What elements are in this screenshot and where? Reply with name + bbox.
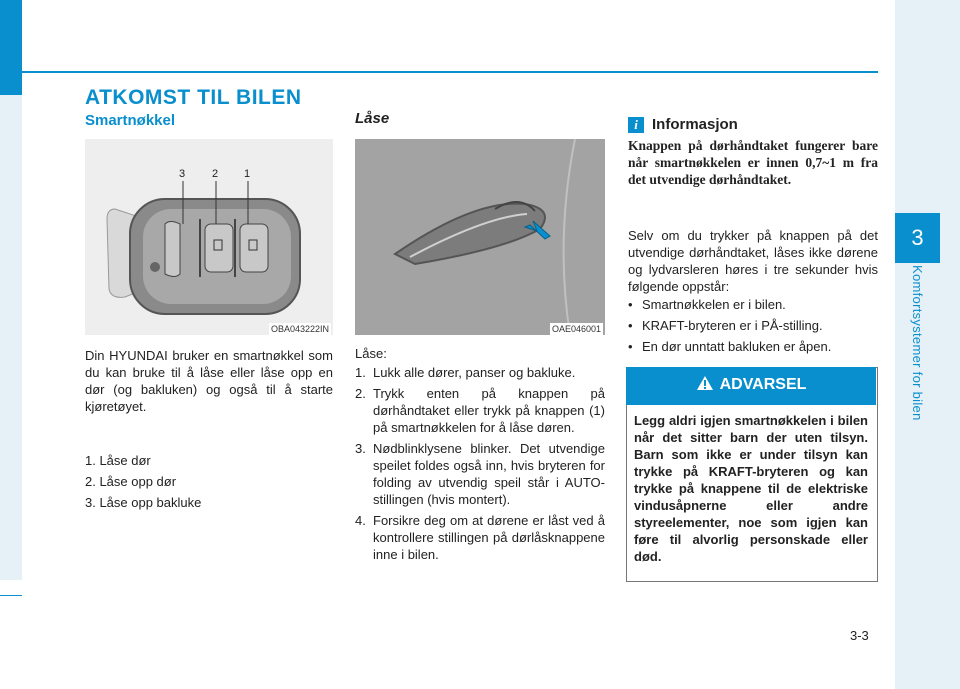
smart-key-description: Din HYUNDAI bruker en smartnøkkel som du kan bruke til å låse eller låse opp en dør (og bakluken) og også til å starte kjøretøyet.	[85, 348, 333, 414]
warning-header	[626, 367, 876, 405]
smart-key-illustration	[85, 139, 333, 335]
chapter-title: Komfortsystemer for bilen	[910, 265, 925, 421]
chapter-title-container	[895, 265, 940, 445]
info-note: Knappen på dørhåndtaket fungerer bare når smartnøkkelen er innen 0,7~1 m fra det utvendige dørhåndtaket.	[628, 138, 878, 187]
smart-key-figure	[85, 139, 333, 335]
info-text: Selv om du trykker på knappen på det utvendige dørhåndtaket, låses ikke dørene og lydvarsleren høres i tre sekunder hvis følgende oppstår:	[628, 228, 878, 294]
smart-key-subtitle: Smartnøkkel	[85, 112, 176, 129]
smart-key-figure-caption: OBA043222IN	[270, 324, 329, 334]
button-list-item: 1. Låse dør	[85, 453, 151, 468]
key-label-2: 2	[212, 168, 219, 180]
lock-step: 4. Forsikre deg om at dørene er låst ved å kontrollere stillingen på dørlåsknappene inne i bilen.	[355, 513, 605, 562]
door-handle-illustration	[355, 139, 605, 335]
smart-key-button-list	[85, 452, 333, 511]
page-number: 3-3	[850, 628, 869, 643]
door-handle-figure	[355, 139, 605, 335]
lock-step: 3. Nødblinklysene blinker. Det utvendige speilet foldes også inn, hvis bryteren for folding av utvendig speil står i AUTO-stillingen (hvis montert).	[355, 441, 605, 507]
bullet-item: • KRAFT-bryteren er i PÅ-stilling.	[628, 318, 823, 333]
info-title: Informasjon	[652, 116, 738, 133]
info-icon: i	[628, 117, 644, 133]
warning-triangle-icon	[696, 375, 714, 391]
button-list-item: 2. Låse opp dør	[85, 474, 177, 489]
lock-step: 2. Trykk enten på knappen på dørhåndtaket eller trykk på knappen (1) på smartnøkkelen for å låse døren.	[355, 386, 605, 435]
key-label-3: 3	[179, 168, 186, 180]
left-divider	[0, 595, 22, 596]
lock-subtitle: Låse	[355, 110, 390, 127]
key-label-1: 1	[244, 168, 251, 180]
warning-label: ADVARSEL	[719, 376, 807, 393]
lock-steps	[355, 364, 605, 567]
header-rule	[22, 71, 878, 73]
lock-step: 1. Lukk alle dører, panser og bakluke.	[355, 365, 576, 380]
left-accent-block	[0, 0, 22, 95]
bullet-item: • Smartnøkkelen er i bilen.	[628, 297, 786, 312]
lock-intro: Låse:	[355, 346, 387, 361]
chapter-number: 3	[895, 213, 940, 263]
button-list-item: 3. Låse opp bakluke	[85, 495, 202, 510]
warning-text: Legg aldri igjen smartnøkkelen i bilen når det sitter barn der uten tilsyn. Barn som ikke er under tilsyn kan trykke på KRAFT-bryteren og kan trykke på knappene til de elektriske vindusåpnerne eller andre styreelementer, noe som igjen kan føre til alvorlig personskade eller død.	[634, 413, 868, 564]
section-title: ATKOMST TIL BILEN	[85, 86, 302, 109]
door-handle-figure-caption: OAE046001	[551, 324, 601, 334]
bullet-item: • En dør unntatt bakluken er åpen.	[628, 339, 832, 354]
info-bullets	[628, 296, 878, 359]
